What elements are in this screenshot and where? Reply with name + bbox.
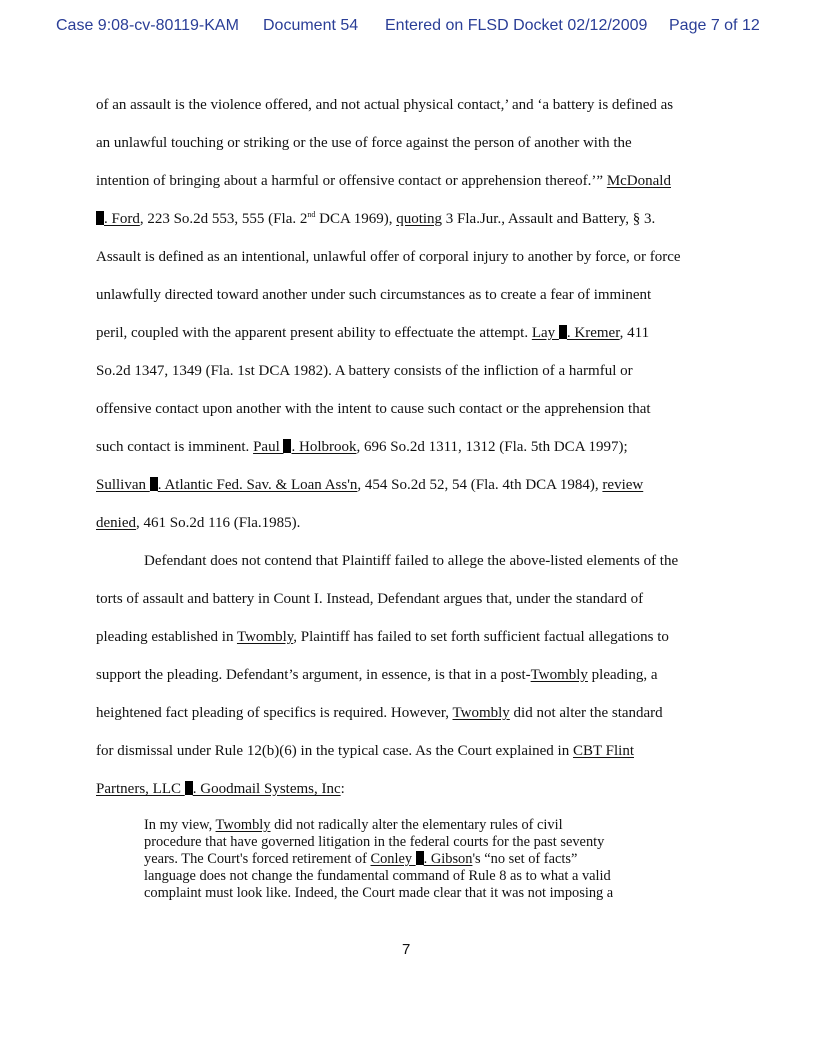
text-line: torts of assault and battery in Count I. Instead, Defendant argues that, under the standard of (96, 591, 644, 607)
text-line: heightened fact pleading of specifics is required. However, Twombly did not alter the standard (96, 705, 663, 721)
text-line: So.2d 1347, 1349 (Fla. 1st DCA 1982). A battery consists of the infliction of a harmful or (96, 363, 633, 379)
docket-entry: Entered on FLSD Docket 02/12/2009 (385, 17, 648, 34)
redaction-mark (150, 477, 158, 491)
case-citation: McDonald (606, 173, 671, 189)
redaction-mark (185, 781, 193, 795)
text-line: Defendant does not contend that Plaintiff failed to allege the above-listed elements of the (144, 553, 679, 569)
text-line: an unlawful touching or striking or the use of force against the person of another with the (96, 135, 632, 151)
page-of-total: Page 7 of 12 (669, 17, 760, 34)
text-line: Partners, LLC . Goodmail Systems, Inc: (96, 781, 345, 797)
case-number: Case 9:08-cv-80119-KAM (56, 17, 239, 34)
text-line: intention of bringing about a harmful or offensive contact or apprehension thereof.’” McDonald (96, 173, 671, 189)
redaction-mark (96, 211, 104, 225)
quote-line: procedure that have governed litigation in the federal courts for the past seventy (144, 834, 605, 850)
redaction-mark (416, 851, 424, 865)
text-line: peril, coupled with the apparent present ability to effectuate the attempt. Lay . Kremer, 411 (96, 325, 650, 341)
text-line: offensive contact upon another with the intent to cause such contact or the apprehension that (96, 401, 651, 417)
case-citation: Sullivan . Atlantic Fed. Sav. & Loan Ass'n (96, 477, 358, 493)
text-line: pleading established in Twombly, Plaintiff has failed to set forth sufficient factual allegations to (96, 629, 669, 645)
document-number: Document 54 (263, 17, 359, 34)
text-line: of an assault is the violence offered, and not actual physical contact,’ and ‘a battery is defined as (96, 97, 674, 113)
review-denied: denied (96, 515, 136, 531)
text-line: unlawfully directed toward another under such circumstances as to create a fear of imminent (96, 287, 652, 303)
text-line: Assault is defined as an intentional, unlawful offer of corporal injury to another by force, or force (96, 249, 681, 265)
case-citation: CBT Flint (572, 743, 634, 759)
review-denied: review (602, 477, 644, 493)
case-citation: Conley . Gibson (370, 851, 473, 867)
case-citation: Twombly (452, 705, 510, 721)
case-citation: Paul . Holbrook (253, 439, 357, 455)
quote-line: language does not change the fundamental command of Rule 8 as to what a valid (144, 868, 611, 884)
quote-line: In my view, Twombly did not radically alter the elementary rules of civil (144, 817, 563, 833)
redaction-mark (559, 325, 567, 339)
case-citation: Partners, LLC . Goodmail Systems, Inc (96, 781, 341, 797)
text-line: . Ford, 223 So.2d 553, 555 (Fla. 2nd DCA 1969), quoting 3 Fla.Jur., Assault and Battery, § 3. (96, 210, 655, 228)
case-citation: Lay . Kremer (531, 325, 620, 341)
case-citation: Twombly (215, 817, 271, 833)
text-line: for dismissal under Rule 12(b)(6) in the typical case. As the Court explained in CBT Flint (96, 743, 634, 759)
text-line: denied, 461 So.2d 116 (Fla.1985). (96, 515, 301, 531)
quote-line: complaint must look like. Indeed, the Court made clear that it was not imposing a (144, 885, 614, 901)
text-line: Sullivan . Atlantic Fed. Sav. & Loan Ass'n, 454 So.2d 52, 54 (Fla. 4th DCA 1984), review (96, 477, 644, 493)
case-citation: . Ford (96, 211, 140, 227)
page-number: 7 (402, 941, 411, 958)
signal-quoting: quoting (396, 211, 443, 227)
text-line: support the pleading. Defendant’s argument, in essence, is that in a post-Twombly pleading, a (96, 667, 658, 683)
text-line: such contact is imminent. Paul . Holbrook, 696 So.2d 1311, 1312 (Fla. 5th DCA 1997); (96, 439, 628, 455)
case-citation: Twombly (530, 667, 588, 683)
quote-line: years. The Court's forced retirement of Conley . Gibson's “no set of facts” (144, 851, 578, 867)
case-citation: Twombly (236, 629, 294, 645)
